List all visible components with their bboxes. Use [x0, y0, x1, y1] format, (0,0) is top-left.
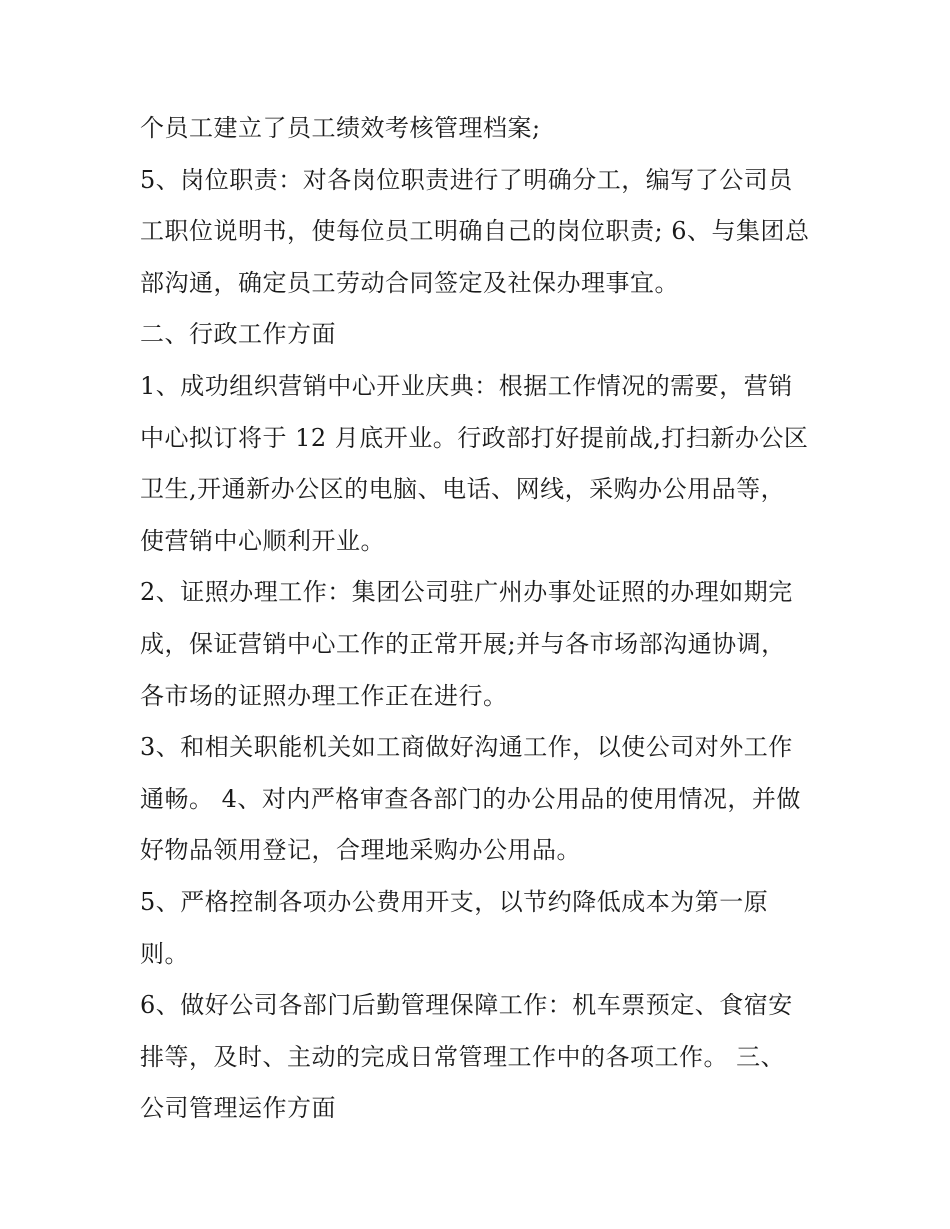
text-line: 则。	[140, 939, 189, 968]
text-line: 3、和相关职能机关如工商做好沟通工作，以使公司对外工作	[140, 733, 793, 762]
text-line: 卫生,开通新办公区的电脑、电话、网线，采购办公用品等，	[140, 475, 786, 504]
text-line: 公司管理运作方面	[140, 1094, 336, 1123]
text-line: 排等，及时、主动的完成日常管理工作中的各项工作。 三、	[140, 1042, 786, 1071]
text-line: 2、证照办理工作：集团公司驻广州办事处证照的办理如期完	[140, 578, 793, 607]
text-line: 6、做好公司各部门后勤管理保障工作：机车票预定、食宿安	[140, 991, 793, 1020]
document-body	[140, 103, 820, 1135]
text-line: 工职位说明书，使每位员工明确自己的岗位职责; 6、与集团总	[140, 217, 810, 246]
text-line: 中心拟订将于 12 月底开业。行政部打好提前战,打扫新办公区	[140, 423, 809, 452]
text-line: 通畅。 4、对内严格审查各部门的办公用品的使用情况，并做	[140, 784, 801, 813]
text-line: 5、岗位职责：对各岗位职责进行了明确分工，编写了公司员	[140, 165, 793, 194]
text-line: 个员工建立了员工绩效考核管理档案;	[140, 114, 541, 142]
text-line: 1、成功组织营销中心开业庆典：根据工作情况的需要，营销	[140, 371, 793, 400]
text-line: 使营销中心顺利开业。	[140, 526, 385, 555]
section-heading: 二、行政工作方面	[140, 320, 336, 349]
text-line: 5、严格控制各项办公费用开支，以节约降低成本为第一原	[140, 887, 769, 916]
text-line: 好物品领用登记，合理地采购办公用品。	[140, 836, 581, 865]
text-line: 各市场的证照办理工作正在进行。	[140, 681, 508, 710]
text-line: 成，保证营销中心工作的正常开展;并与各市场部沟通协调，	[140, 629, 786, 658]
text-line: 部沟通，确定员工劳动合同签定及社保办理事宜。	[140, 268, 679, 297]
